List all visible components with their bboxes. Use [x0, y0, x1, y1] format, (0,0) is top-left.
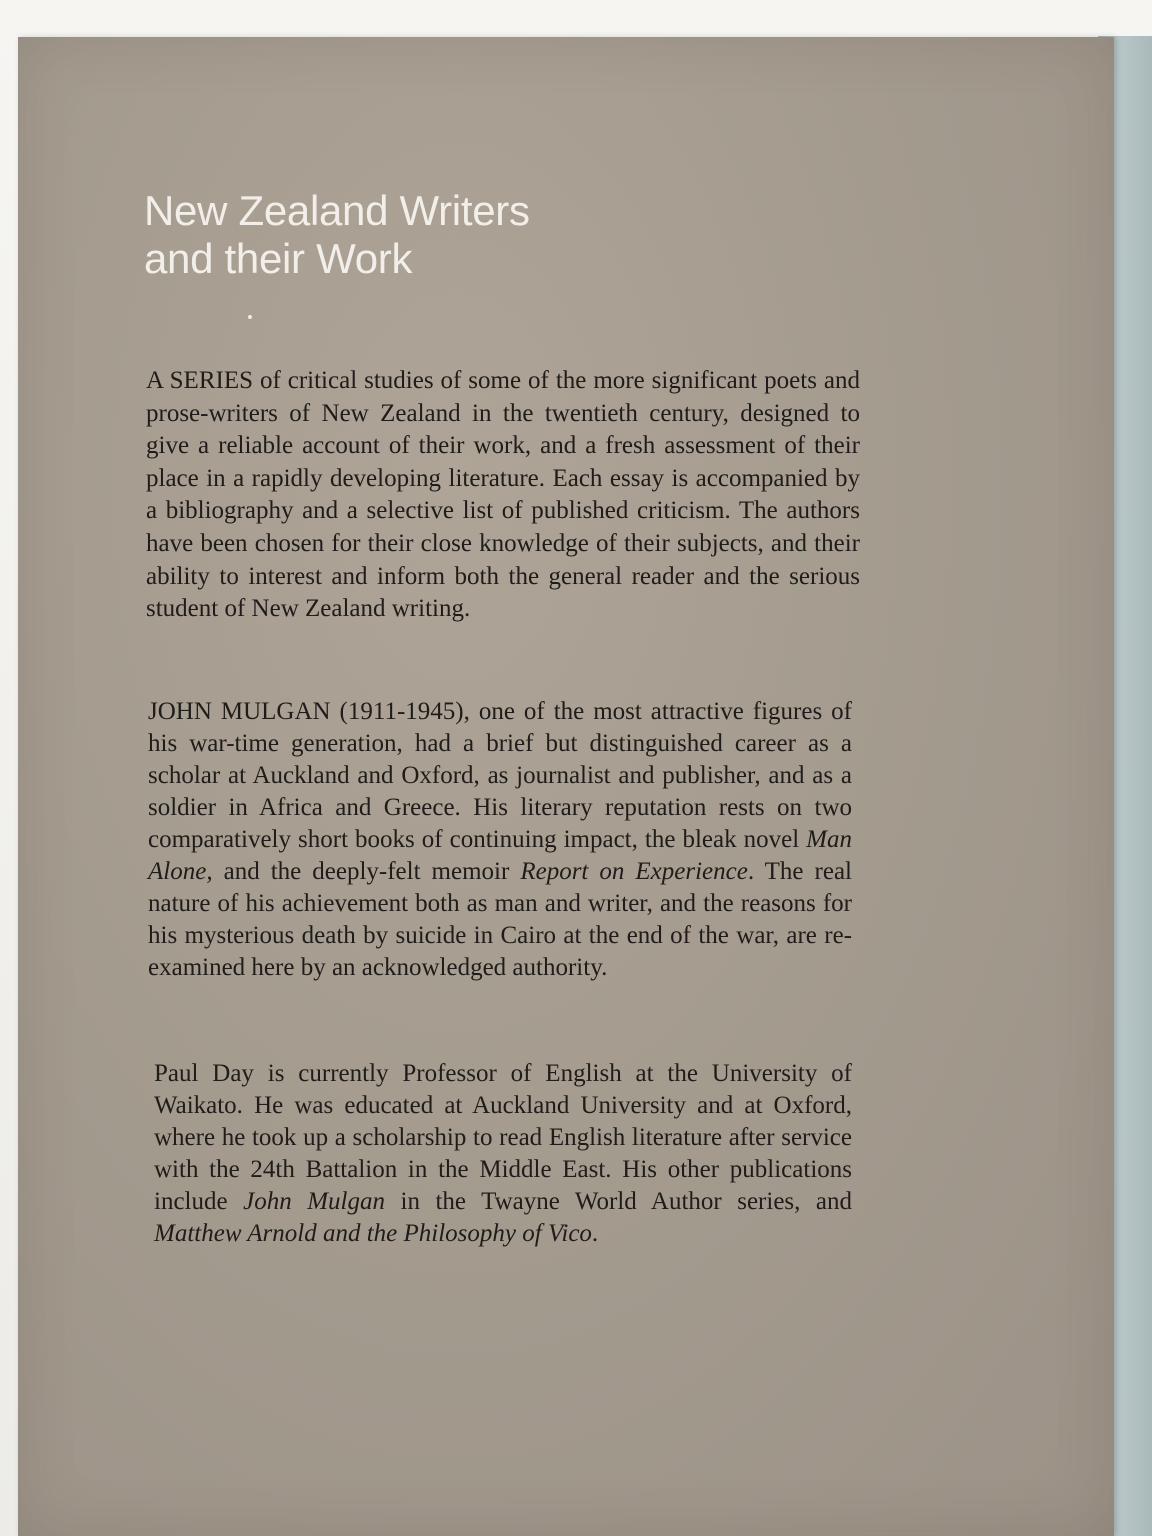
series-title-line-2: and their Work [144, 235, 413, 282]
series-title-line-1: New Zealand Writers [144, 187, 530, 234]
subject-description [148, 696, 852, 984]
decorative-dot [248, 315, 252, 319]
book-title-man-alone: Man Alone, [148, 826, 852, 885]
author-text-3: . [591, 1220, 599, 1247]
book-title-report-on-experience: Report on Experience [520, 858, 748, 885]
book-title-john-mulgan: John Mulgan [243, 1188, 385, 1215]
author-biography [154, 1058, 852, 1250]
subject-text-3: . The real nature of his achievement both as man and writer, and the reasons for his mysterious death by suicide in Cairo at the end of the war, are re-examined here by an acknowledged authority. [148, 858, 852, 981]
author-text-2: in the Twayne World Author series, and [385, 1188, 853, 1215]
series-description: A SERIES of critical studies of some of the more significant poets and prose-writers of New Zealand in the twentieth century, designed to give a reliable account of their work, and a fresh assessment of their place in a rapidly developing literature. Each essay is accompanied by a bibliography and a selective list of published criticism. The authors have been chosen for their close knowledge of their subjects, and their ability to interest and inform both the general reader and the serious student of New Zealand writing. [146, 367, 860, 623]
subject-text-1: JOHN MULGAN (1911-1945), one of the most attractive figures of his war-time generation, had a brief but distinguished career as a scholar at Auckland and Oxford, as journalist and publisher, and as a soldier in Africa and Greece. His literary reputation rests on two comparatively short books of continuing impact, the bleak novel [148, 698, 852, 853]
subject-text-2: and the deeply-felt memoir [212, 858, 521, 885]
series-title [144, 187, 530, 283]
author-text-1: Paul Day is currently Professor of English at the University of Waikato. He was educated at Auckland University and at Oxford, where he took up a scholarship to read English literature after service with the 24th Battalion in the Middle East. His other publications include [154, 1060, 852, 1215]
book-back-cover [18, 37, 1114, 1536]
book-title-matthew-arnold: Matthew Arnold and the Philosophy of Vico [154, 1220, 592, 1247]
